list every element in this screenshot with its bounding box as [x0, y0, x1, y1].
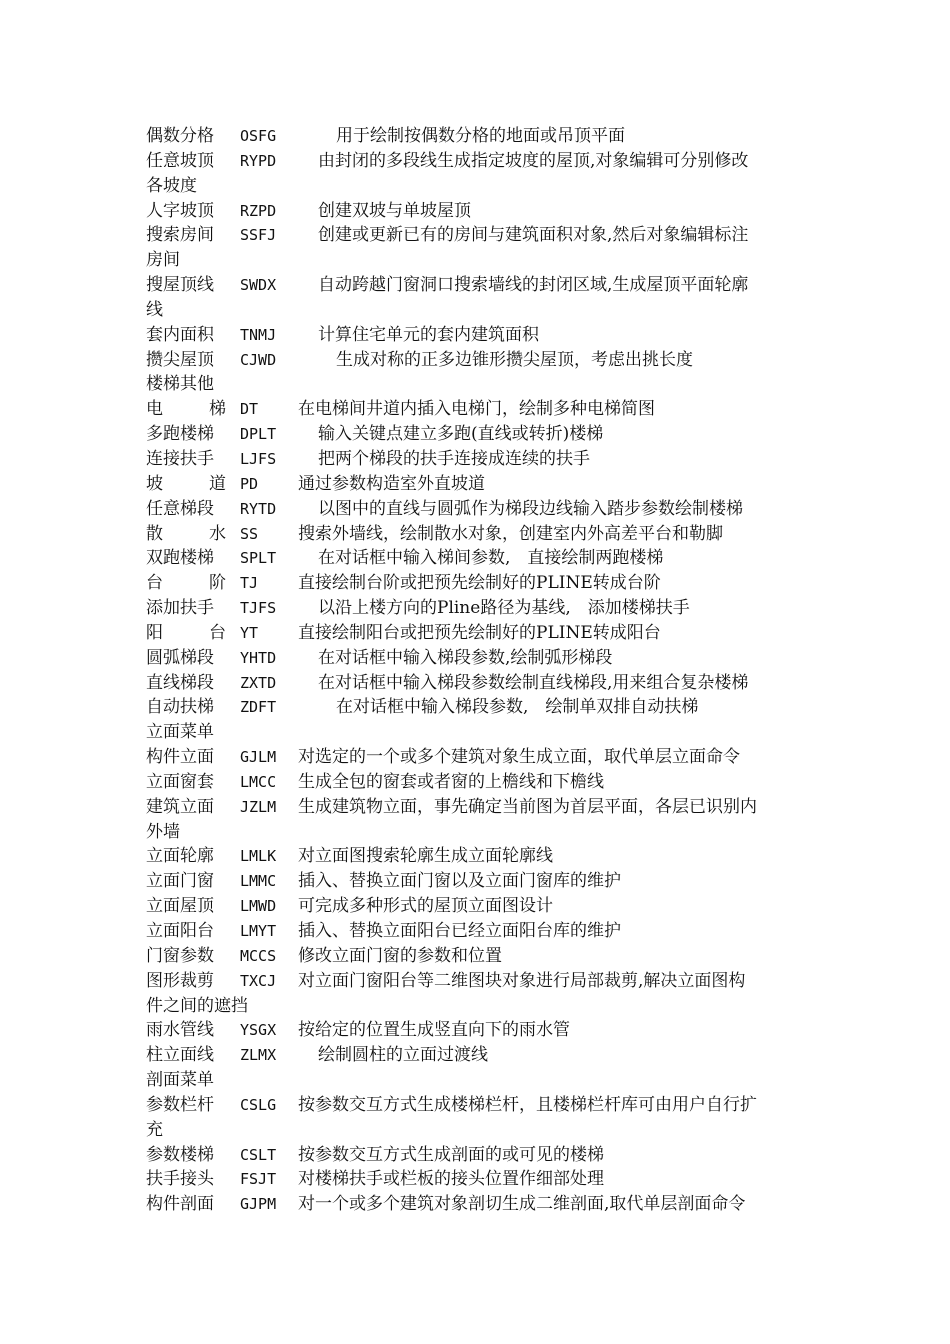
list-item-continuation: [146, 1118, 816, 1143]
command-code: GJPM: [240, 1195, 277, 1214]
command-description: 对一个或多个建筑对象剖切生成二维剖面,取代单层剖面命令: [298, 1194, 746, 1215]
command-description: 创建双坡与单坡屋顶: [318, 200, 471, 221]
command-description: 以沿上楼方向的Pline路径为基线, 添加楼梯扶手: [318, 598, 690, 619]
list-item-continuation: [146, 820, 816, 845]
command-name: 构件剖面: [146, 1194, 214, 1215]
section-heading: [146, 720, 816, 745]
command-name: 柱立面线: [146, 1045, 214, 1066]
list-item-continuation: [146, 994, 816, 1019]
command-code: SPLT: [240, 549, 277, 568]
command-description: 绘制圆柱的立面过渡线: [318, 1045, 488, 1066]
command-name: 圆弧梯段: [146, 647, 214, 668]
command-name: 添加扶手: [146, 598, 214, 619]
list-item: [146, 522, 816, 547]
command-description: 对选定的一个或多个建筑对象生成立面，取代单层立面命令: [298, 747, 740, 768]
command-code: OSFG: [240, 127, 277, 145]
command-name: 立面门窗: [146, 871, 214, 892]
command-name: 电梯: [146, 399, 226, 420]
list-item-continuation: [146, 298, 816, 323]
command-code: PD: [240, 474, 259, 493]
command-name: 雨水管线: [146, 1020, 214, 1041]
command-description: 自动跨越门窗洞口搜索墙线的封闭区域,生成屋顶平面轮廓: [318, 275, 749, 296]
command-code: MCCS: [240, 946, 277, 965]
list-item: [146, 223, 816, 248]
list-item: [146, 397, 816, 422]
command-code: CJWD: [240, 350, 277, 369]
list-item: [146, 844, 816, 869]
command-description: 按参数交互方式生成楼梯栏杆，且楼梯栏杆库可由用户自行扩: [298, 1094, 757, 1115]
command-name: 台阶: [146, 573, 226, 594]
command-name: 连接扶手: [146, 448, 214, 469]
list-item: [146, 1018, 816, 1043]
command-code: TJFS: [240, 599, 277, 618]
command-code: TNMJ: [240, 325, 277, 344]
command-name: 立面轮廓: [146, 846, 214, 867]
command-code: SSFJ: [240, 226, 277, 245]
command-code: RYPD: [240, 151, 277, 170]
command-name: 参数楼梯: [146, 1144, 214, 1165]
section-heading: [146, 372, 816, 397]
command-list: [146, 124, 816, 1217]
description-wrap: 房间: [146, 250, 180, 271]
command-name: 散水: [146, 523, 226, 544]
command-name: 立面屋顶: [146, 896, 214, 917]
command-code: CSLG: [240, 1095, 277, 1114]
list-item: [146, 323, 816, 348]
list-item: [146, 944, 816, 969]
command-name: 多跑楼梯: [146, 424, 214, 445]
command-description: 在电梯间井道内插入电梯门，绘制多种电梯简图: [298, 399, 655, 420]
list-item: [146, 621, 816, 646]
description-wrap: 线: [146, 299, 163, 320]
list-item: [146, 1192, 816, 1217]
command-description: 对立面图搜索轮廓生成立面轮廓线: [298, 846, 553, 867]
list-item: [146, 571, 816, 596]
command-code: ZDFT: [240, 698, 277, 717]
command-name: 立面阳台: [146, 921, 214, 941]
command-description: 对立面门窗阳台等二维图块对象进行局部裁剪,解决立面图构: [298, 970, 746, 991]
command-description: 用于绘制按偶数分格的地面或吊顶平面: [336, 126, 625, 146]
command-code: TXCJ: [240, 971, 277, 990]
command-code: CSLT: [240, 1145, 277, 1164]
command-name: 坡道: [146, 473, 226, 494]
list-item: [146, 1167, 816, 1192]
command-name: 立面窗套: [146, 771, 214, 792]
command-description: 生成对称的正多边锥形攒尖屋顶，考虑出挑长度: [336, 349, 693, 370]
list-item: [146, 149, 816, 174]
section-title: 立面菜单: [146, 722, 214, 743]
section-title: 剖面菜单: [146, 1070, 214, 1091]
command-name: 搜屋顶线: [146, 275, 214, 296]
list-item: [146, 1143, 816, 1168]
command-code: LJFS: [240, 449, 277, 468]
command-code: YHTD: [240, 648, 277, 667]
command-name: 建筑立面: [146, 796, 214, 817]
command-description: 对楼梯扶手或栏板的接头位置作细部处理: [298, 1169, 604, 1190]
command-name: 自动扶梯: [146, 697, 214, 718]
command-code: DPLT: [240, 425, 277, 444]
command-code: YT: [240, 623, 259, 642]
list-item: [146, 596, 816, 621]
command-code: SS: [240, 524, 259, 543]
command-code: FSJT: [240, 1170, 277, 1189]
command-code: LMMC: [240, 872, 277, 891]
command-code: LMYT: [240, 922, 277, 940]
command-description: 输入关键点建立多跑(直线或转折)楼梯: [318, 424, 604, 445]
command-code: DT: [240, 400, 259, 419]
command-description: 插入、替换立面门窗以及立面门窗库的维护: [298, 871, 621, 892]
section-heading: [146, 1068, 816, 1093]
command-code: YSGX: [240, 1021, 277, 1040]
list-item: [146, 472, 816, 497]
command-description: 由封闭的多段线生成指定坡度的屋顶,对象编辑可分别修改: [318, 150, 749, 171]
command-name: 偶数分格: [146, 126, 214, 146]
command-description: 生成全包的窗套或者窗的上檐线和下檐线: [298, 771, 604, 792]
description-wrap: 件之间的遮挡: [146, 995, 248, 1016]
list-item: [146, 695, 816, 720]
list-item: [146, 869, 816, 894]
list-item: [146, 969, 816, 994]
list-item: [146, 1093, 816, 1118]
command-name: 双跑楼梯: [146, 548, 214, 569]
list-item: [146, 273, 816, 298]
description-wrap: 充: [146, 1119, 163, 1140]
description-wrap: 各坡度: [146, 175, 197, 196]
command-name: 门窗参数: [146, 945, 214, 966]
list-item: [146, 671, 816, 696]
list-item: [146, 124, 816, 149]
command-code: LMWD: [240, 897, 277, 916]
command-description: 计算住宅单元的套内建筑面积: [318, 324, 539, 345]
list-item: [146, 497, 816, 522]
description-wrap: 外墙: [146, 821, 180, 842]
list-item: [146, 422, 816, 447]
command-code: TJ: [240, 574, 259, 593]
command-code: SWDX: [240, 276, 277, 295]
command-code: LMLK: [240, 847, 277, 866]
command-description: 直接绘制台阶或把预先绘制好的PLINE转成台阶: [298, 573, 661, 594]
list-item: [146, 919, 816, 944]
command-description: 通过参数构造室外直坡道: [298, 473, 485, 494]
command-name: 直线梯段: [146, 672, 214, 693]
command-name: 攒尖屋顶: [146, 349, 214, 370]
command-description: 按参数交互方式生成剖面的或可见的楼梯: [298, 1144, 604, 1165]
command-description: 创建或更新已有的房间与建筑面积对象,然后对象编辑标注: [318, 225, 749, 246]
command-name: 任意梯段: [146, 498, 214, 519]
list-item: [146, 546, 816, 571]
section-title: 楼梯其他: [146, 374, 214, 395]
command-description: 插入、替换立面阳台已经立面阳台库的维护: [298, 921, 621, 941]
list-item: [146, 646, 816, 671]
list-item: [146, 894, 816, 919]
command-description: 在对话框中输入梯间参数, 直接绘制两跑楼梯: [318, 548, 664, 569]
command-code: LMCC: [240, 772, 277, 791]
command-description: 把两个梯段的扶手连接成连续的扶手: [318, 448, 590, 469]
command-description: 修改立面门窗的参数和位置: [298, 945, 502, 966]
command-description: 直接绘制阳台或把预先绘制好的PLINE转成阳台: [298, 622, 661, 643]
command-name: 阳台: [146, 622, 226, 643]
command-code: JZLM: [240, 797, 277, 816]
command-code: GJLM: [240, 748, 277, 767]
command-code: ZXTD: [240, 673, 277, 692]
command-name: 图形裁剪: [146, 970, 214, 991]
list-item: [146, 348, 816, 373]
command-description: 可完成多种形式的屋顶立面图设计: [298, 896, 553, 917]
command-description: 在对话框中输入梯段参数绘制直线梯段,用来组合复杂楼梯: [318, 672, 749, 693]
command-name: 人字坡顶: [146, 200, 214, 221]
list-item: [146, 199, 816, 224]
command-description: 在对话框中输入梯段参数, 绘制单双排自动扶梯: [336, 697, 699, 718]
command-description: 搜索外墙线，绘制散水对象，创建室内外高差平台和勒脚: [298, 523, 723, 544]
list-item: [146, 447, 816, 472]
command-code: ZLMX: [240, 1046, 277, 1065]
command-description: 在对话框中输入梯段参数,绘制弧形梯段: [318, 647, 613, 668]
list-item-continuation: [146, 174, 816, 199]
list-item: [146, 745, 816, 770]
command-name: 构件立面: [146, 747, 214, 768]
command-description: 生成建筑物立面，事先确定当前图为首层平面，各层已识别内: [298, 796, 757, 817]
command-description: 以图中的直线与圆弧作为梯段边线输入踏步参数绘制楼梯: [318, 498, 743, 519]
command-name: 扶手接头: [146, 1169, 214, 1190]
command-name: 套内面积: [146, 324, 214, 345]
command-code: RYTD: [240, 499, 277, 518]
list-item: [146, 795, 816, 820]
list-item: [146, 1043, 816, 1068]
list-item-continuation: [146, 248, 816, 273]
list-item: [146, 770, 816, 795]
command-name: 任意坡顶: [146, 150, 214, 171]
command-code: RZPD: [240, 201, 277, 220]
command-description: 按给定的位置生成竖直向下的雨水管: [298, 1020, 570, 1041]
command-name: 参数栏杆: [146, 1094, 214, 1115]
command-name: 搜索房间: [146, 225, 214, 246]
